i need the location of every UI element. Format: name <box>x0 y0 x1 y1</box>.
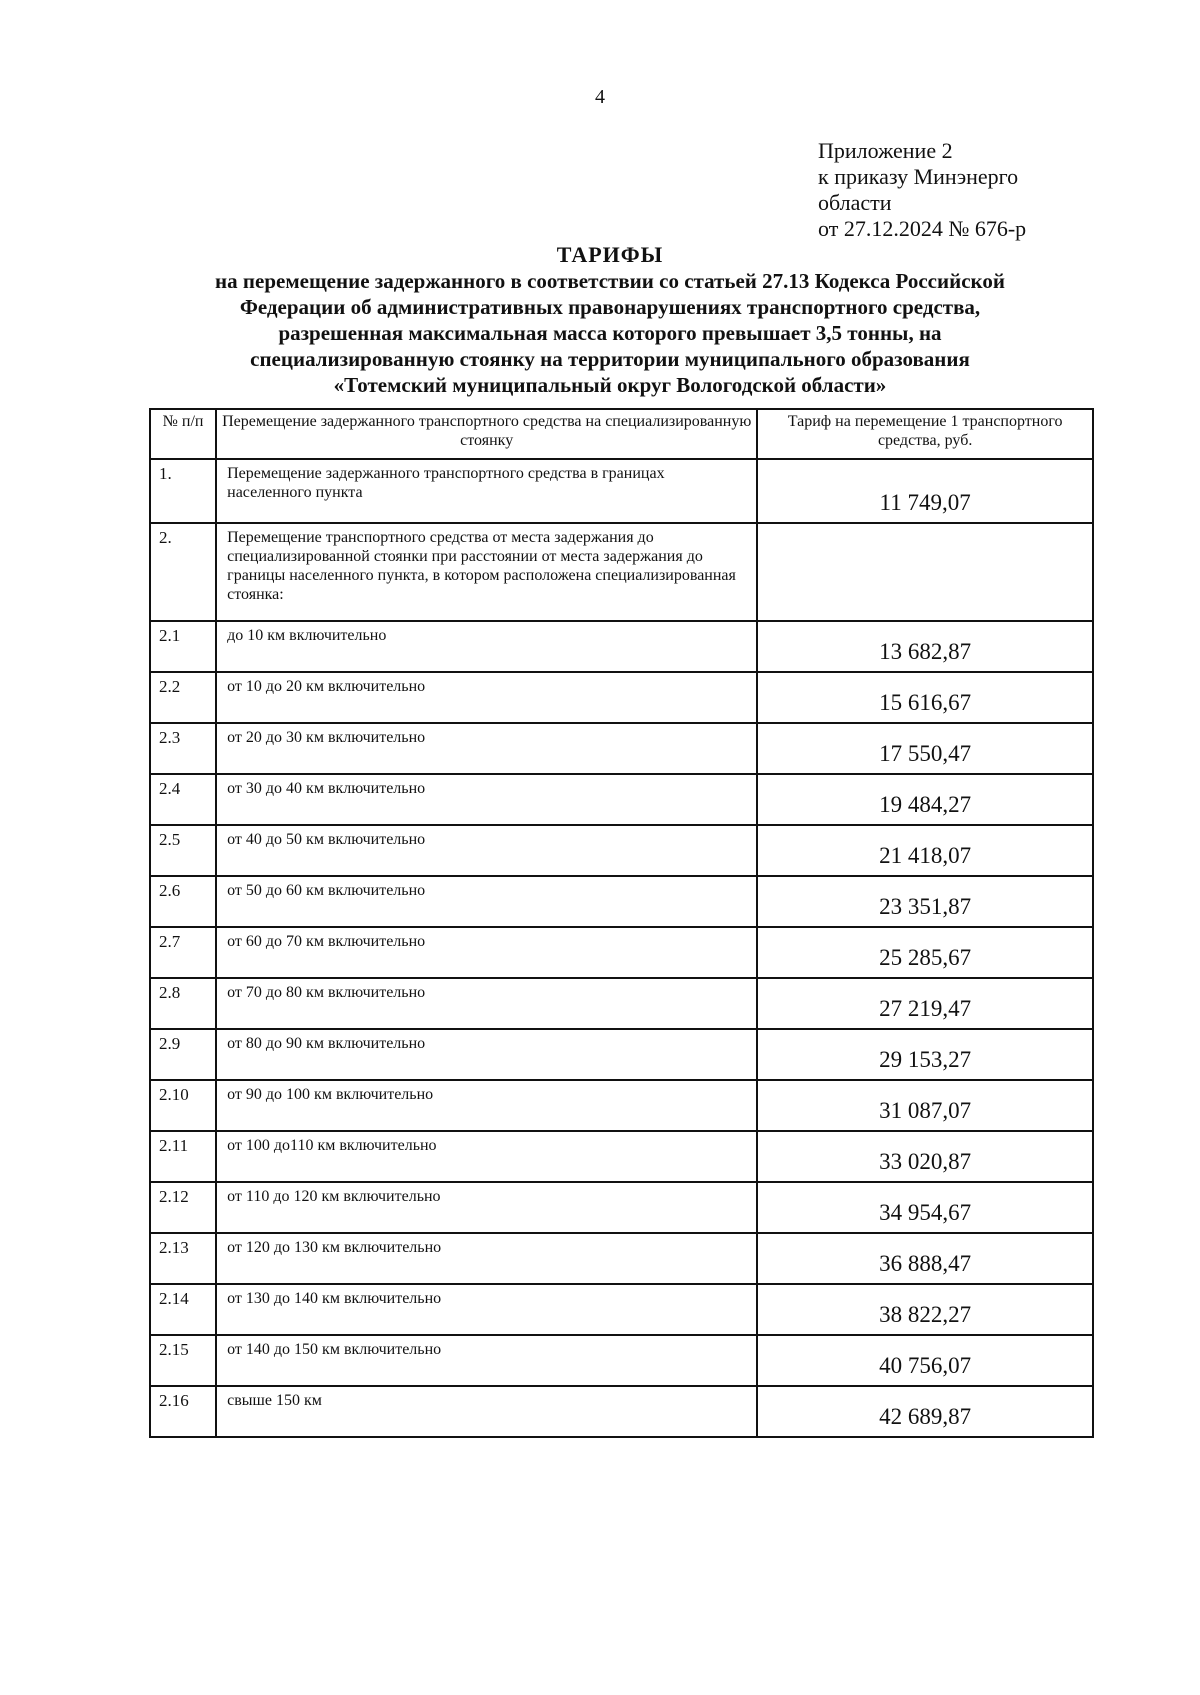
appendix-line: области <box>818 190 892 215</box>
row-tariff: 25 285,67 <box>757 927 1093 978</box>
header-num: № п/п <box>150 409 216 459</box>
row-desc: от 70 до 80 км включительно <box>216 978 757 1029</box>
row-tariff: 33 020,87 <box>757 1131 1093 1182</box>
row-tariff: 17 550,47 <box>757 723 1093 774</box>
row-desc: свыше 150 км <box>216 1386 757 1437</box>
appendix-line: Приложение 2 <box>818 138 953 163</box>
row-tariff: 42 689,87 <box>757 1386 1093 1437</box>
row-desc: от 100 до110 км включительно <box>216 1131 757 1182</box>
row-num: 2.6 <box>150 876 216 927</box>
row-num: 2.8 <box>150 978 216 1029</box>
table-row <box>150 723 1093 774</box>
header-desc: Перемещение задержанного транспортного средства на специализированную стоянку <box>216 409 757 459</box>
row-num: 2.10 <box>150 1080 216 1131</box>
row-num: 2.1 <box>150 621 216 672</box>
row-tariff <box>757 523 1093 621</box>
table-row <box>150 1029 1093 1080</box>
row-desc: Перемещение задержанного транспортного средства в границах населенного пункта <box>216 459 757 523</box>
appendix-line: к приказу Минэнерго <box>818 164 1019 189</box>
row-num: 2.3 <box>150 723 216 774</box>
table-row <box>150 1131 1093 1182</box>
row-num: 2.11 <box>150 1131 216 1182</box>
row-desc: от 60 до 70 км включительно <box>216 927 757 978</box>
table-row <box>150 1284 1093 1335</box>
row-num: 2.13 <box>150 1233 216 1284</box>
row-desc: от 90 до 100 км включительно <box>216 1080 757 1131</box>
appendix-line: от 27.12.2024 № 676-р <box>818 216 1027 241</box>
appendix-block <box>818 138 1026 242</box>
table-header-row <box>150 409 1093 459</box>
row-num: 2.4 <box>150 774 216 825</box>
row-tariff: 29 153,27 <box>757 1029 1093 1080</box>
row-tariff: 38 822,27 <box>757 1284 1093 1335</box>
row-tariff: 13 682,87 <box>757 621 1093 672</box>
table-row <box>150 876 1093 927</box>
row-desc: от 20 до 30 км включительно <box>216 723 757 774</box>
row-tariff: 31 087,07 <box>757 1080 1093 1131</box>
row-tariff: 11 749,07 <box>757 459 1093 523</box>
table-row <box>150 459 1093 523</box>
row-desc: от 130 до 140 км включительно <box>216 1284 757 1335</box>
row-num: 2. <box>150 523 216 621</box>
row-num: 2.15 <box>150 1335 216 1386</box>
row-desc: от 50 до 60 км включительно <box>216 876 757 927</box>
row-desc: от 40 до 50 км включительно <box>216 825 757 876</box>
table-row <box>150 523 1093 621</box>
table-row <box>150 1335 1093 1386</box>
tariff-table <box>149 408 1094 1438</box>
row-desc: от 80 до 90 км включительно <box>216 1029 757 1080</box>
row-num: 2.7 <box>150 927 216 978</box>
table-row <box>150 1386 1093 1437</box>
header-val: Тариф на перемещение 1 транспортного средства, руб. <box>757 409 1093 459</box>
row-tariff: 40 756,07 <box>757 1335 1093 1386</box>
document-heading <box>150 242 1070 398</box>
table-row <box>150 621 1093 672</box>
document-subtitle: на перемещение задержанного в соответствии со статьей 27.13 Кодекса Российской Федерации об административных правонарушениях транспортного средства, разрешенная максимальная масса которого превышает 3,5 тонны, на специализированную стоянку на территории муниципального образования «Тотемский муниципальный округ Вологодской области» <box>215 269 1005 397</box>
table-row <box>150 672 1093 723</box>
row-tariff: 36 888,47 <box>757 1233 1093 1284</box>
row-num: 2.16 <box>150 1386 216 1437</box>
row-tariff: 15 616,67 <box>757 672 1093 723</box>
table-row <box>150 1182 1093 1233</box>
row-tariff: 34 954,67 <box>757 1182 1093 1233</box>
row-num: 2.5 <box>150 825 216 876</box>
table-row <box>150 774 1093 825</box>
row-tariff: 21 418,07 <box>757 825 1093 876</box>
table-row <box>150 825 1093 876</box>
table-row <box>150 978 1093 1029</box>
row-desc: от 140 до 150 км включительно <box>216 1335 757 1386</box>
table-row <box>150 1233 1093 1284</box>
row-desc: Перемещение транспортного средства от места задержания до специализированной стоянки при расстоянии от места задержания до границы населенного пункта, в котором расположена специализированная стоянка: <box>216 523 757 621</box>
row-desc: до 10 км включительно <box>216 621 757 672</box>
row-desc: от 30 до 40 км включительно <box>216 774 757 825</box>
row-num: 1. <box>150 459 216 523</box>
row-tariff: 23 351,87 <box>757 876 1093 927</box>
row-tariff: 27 219,47 <box>757 978 1093 1029</box>
row-desc: от 120 до 130 км включительно <box>216 1233 757 1284</box>
row-num: 2.2 <box>150 672 216 723</box>
document-title: ТАРИФЫ <box>556 242 664 267</box>
row-num: 2.14 <box>150 1284 216 1335</box>
row-tariff: 19 484,27 <box>757 774 1093 825</box>
row-num: 2.12 <box>150 1182 216 1233</box>
table-row <box>150 1080 1093 1131</box>
row-desc: от 10 до 20 км включительно <box>216 672 757 723</box>
row-num: 2.9 <box>150 1029 216 1080</box>
row-desc: от 110 до 120 км включительно <box>216 1182 757 1233</box>
table-row <box>150 927 1093 978</box>
page-number: 4 <box>595 86 605 108</box>
